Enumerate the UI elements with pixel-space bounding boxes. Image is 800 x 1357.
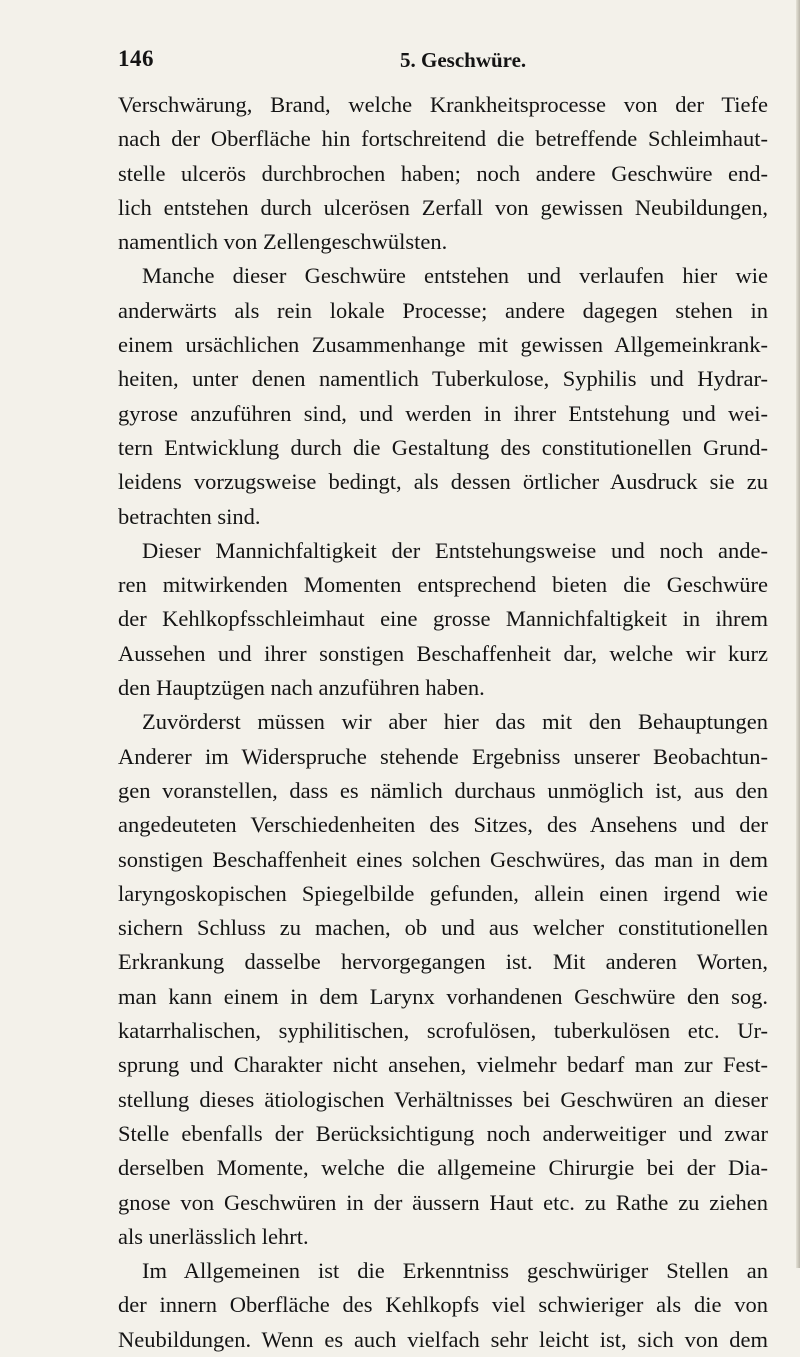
running-head: 5. Geschwüre.	[400, 48, 527, 72]
text-line: stelle ulcerös durchbrochen haben; noch andere Geschwüre end-	[118, 160, 768, 186]
text-line: gyrose anzuführen sind, und werden in ihrer Entstehung und wei-	[118, 400, 768, 426]
text-line: Erkrankung dasselbe hervorgegangen ist. Mit anderen Worten,	[118, 949, 768, 975]
text-line: sichern Schluss zu machen, ob und aus welcher constitutionellen	[118, 915, 768, 941]
page-header	[118, 46, 758, 82]
text-line: Aussehen und ihrer sonstigen Beschaffenheit dar, welche wir kurz	[118, 640, 768, 666]
text-line: gnose von Geschwüren in der äussern Haut etc. zu Rathe zu ziehen	[118, 1189, 768, 1215]
text-line: als unerlässlich lehrt.	[118, 1223, 309, 1249]
text-line: betrachten sind.	[118, 503, 261, 529]
text-line: Manche dieser Geschwüre entstehen und verlaufen hier wie	[142, 263, 768, 289]
text-line: man kann einem in dem Larynx vorhandenen Geschwüre den sog.	[118, 983, 768, 1009]
text-line: Stelle ebenfalls der Berücksichtigung noch anderweitiger und zwar	[118, 1120, 768, 1146]
text-line: der Kehlkopfsschleimhaut eine grosse Mannichfaltigkeit in ihrem	[118, 606, 768, 632]
text-line: laryngoskopischen Spiegelbilde gefunden, allein einen irgend wie	[118, 880, 768, 906]
text-line: Dieser Mannichfaltigkeit der Entstehungsweise und noch ande-	[142, 537, 768, 563]
text-line: namentlich von Zellengeschwülsten.	[118, 229, 448, 255]
text-line: sonstigen Beschaffenheit eines solchen Geschwüres, das man in dem	[118, 846, 768, 872]
body-text	[118, 88, 768, 1357]
text-line: Im Allgemeinen ist die Erkenntniss geschwüriger Stellen an	[142, 1258, 768, 1284]
text-line: derselben Momente, welche die allgemeine Chirurgie bei der Dia-	[118, 1155, 768, 1181]
text-line: nach der Oberfläche hin fortschreitend die betreffende Schleimhaut-	[118, 126, 768, 152]
text-line: einem ursächlichen Zusammenhange mit gewissen Allgemeinkrank-	[118, 332, 768, 358]
text-line: gen voranstellen, dass es nämlich durchaus unmöglich ist, aus den	[118, 777, 768, 803]
text-line: Verschwärung, Brand, welche Krankheitsprocesse von der Tiefe	[118, 92, 768, 117]
text-line: tern Entwicklung durch die Gestaltung des constitutionellen Grund-	[118, 434, 768, 460]
text-line: anderwärts als rein lokale Processe; andere dagegen stehen in	[118, 297, 768, 323]
text-line: Zuvörderst müssen wir aber hier das mit den Behauptungen	[142, 709, 768, 735]
text-line: ren mitwirkenden Momenten entsprechend bieten die Geschwüre	[118, 572, 768, 598]
text-line: Anderer im Widerspruche stehende Ergebniss unserer Beobachtun-	[118, 743, 768, 769]
text-line: lich entstehen durch ulcerösen Zerfall von gewissen Neubildungen,	[118, 194, 768, 220]
text-line: stellung dieses ätiologischen Verhältnisses bei Geschwüren an dieser	[118, 1086, 768, 1112]
text-line: den Hauptzügen nach anzuführen haben.	[118, 675, 485, 701]
text-line: sprung und Charakter nicht ansehen, vielmehr bedarf man zur Fest-	[118, 1052, 768, 1078]
page-edge-shadow	[796, 0, 800, 1268]
text-line: heiten, unter denen namentlich Tuberkulose, Syphilis und Hydrar-	[118, 366, 768, 392]
text-line: der innern Oberfläche des Kehlkopfs viel schwieriger als die von	[118, 1292, 768, 1318]
page-number: 146	[118, 46, 154, 71]
text-line: katarrhalischen, syphilitischen, scrofulösen, tuberkulösen etc. Ur-	[118, 1018, 768, 1044]
text-line: angedeuteten Verschiedenheiten des Sitzes, des Ansehens und der	[118, 812, 768, 838]
text-line: Neubildungen. Wenn es auch vielfach sehr leicht ist, sich von dem	[118, 1326, 768, 1352]
text-line: leidens vorzugsweise bedingt, als dessen örtlicher Ausdruck sie zu	[118, 469, 768, 495]
